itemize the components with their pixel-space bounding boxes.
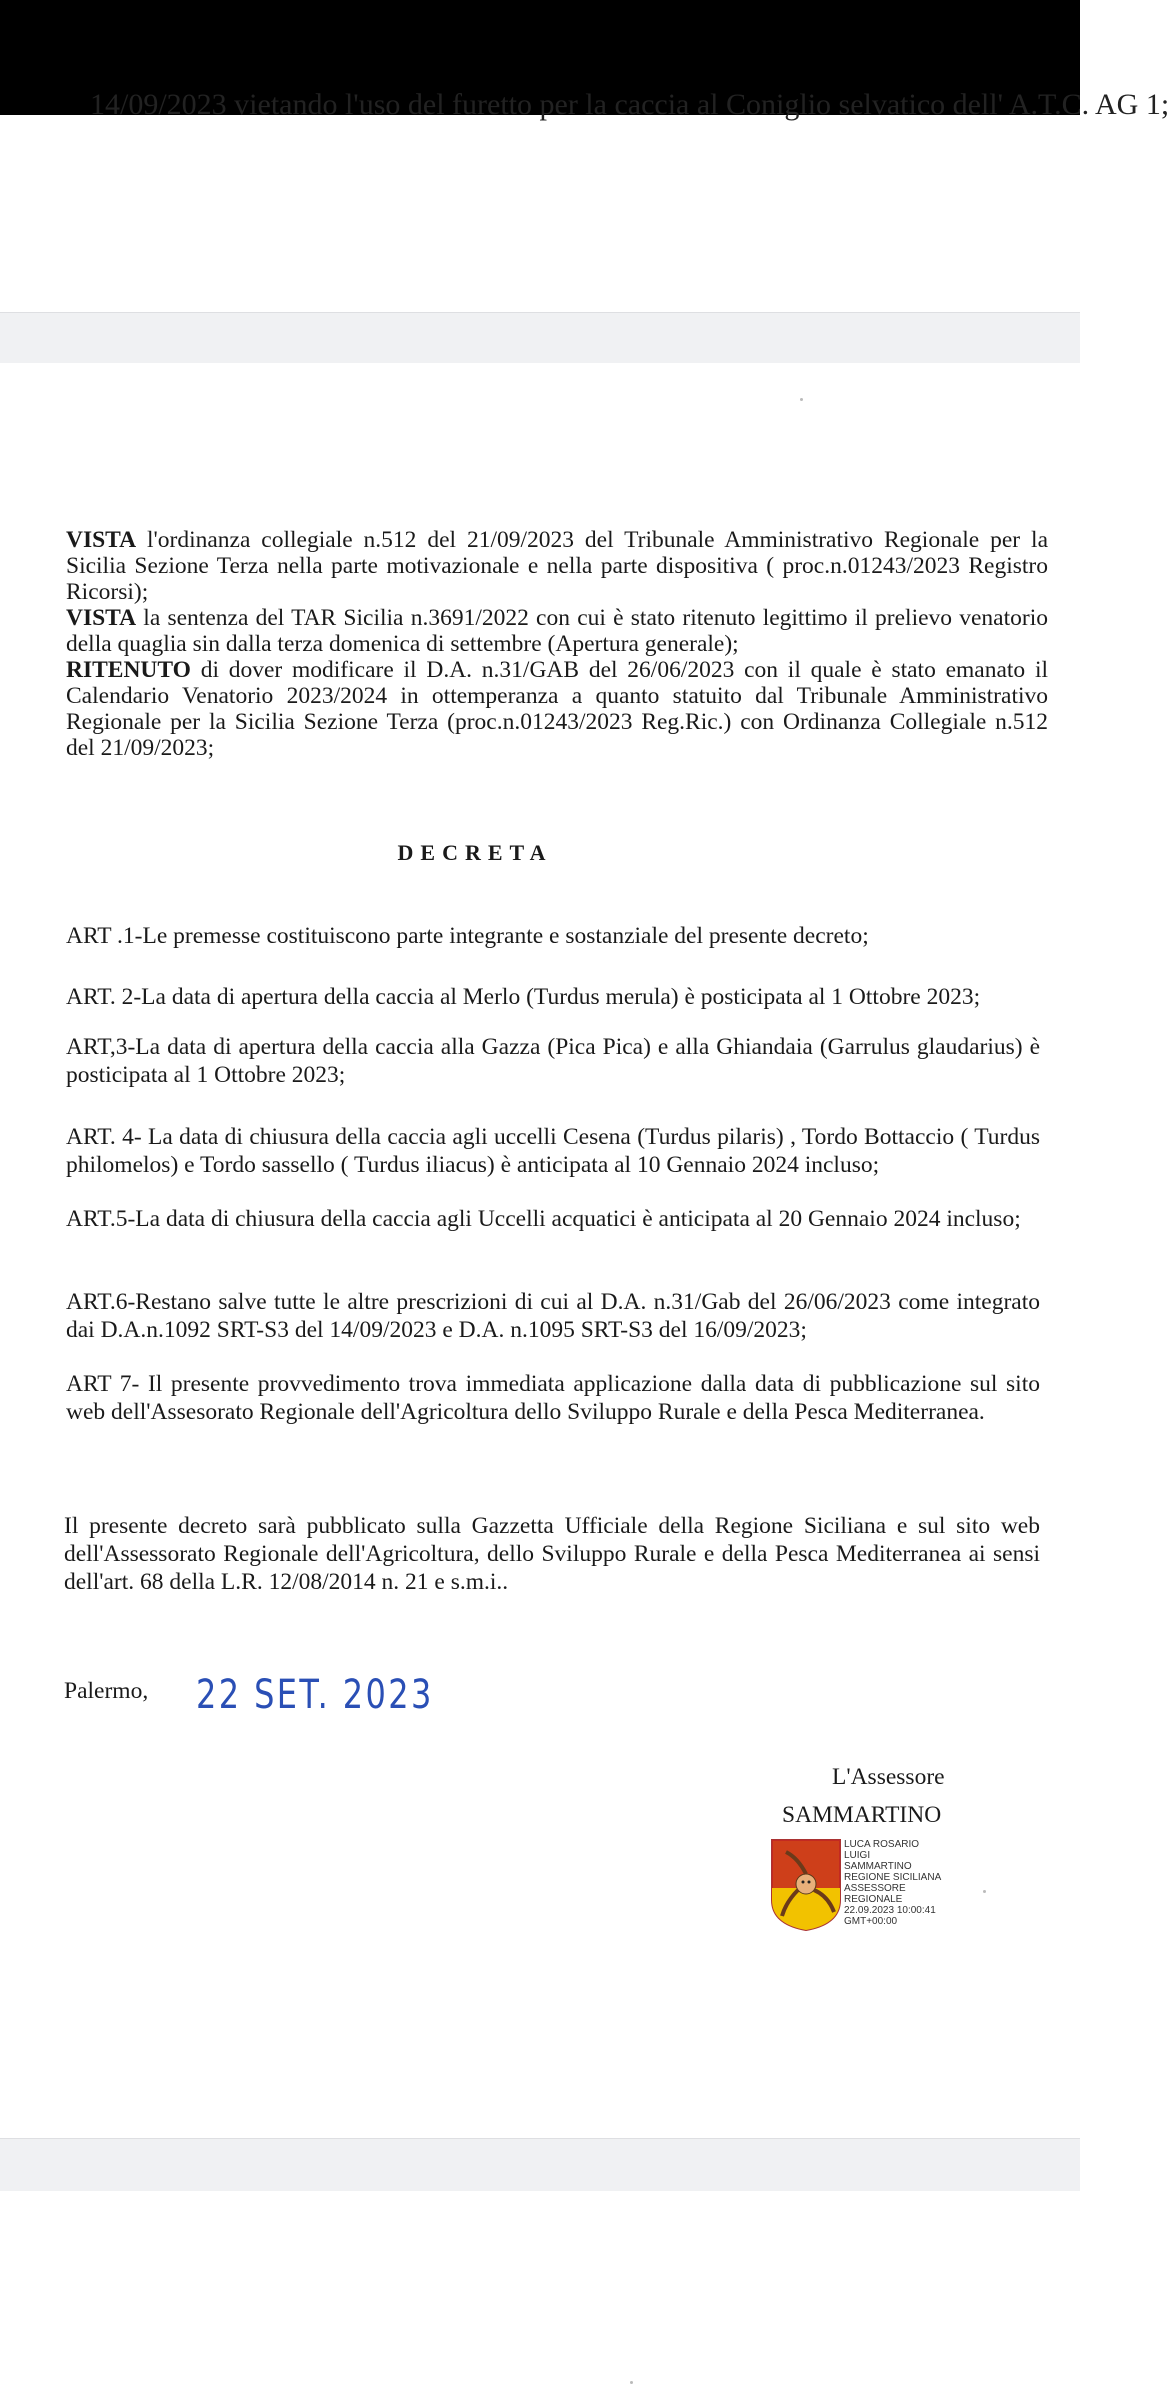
publication-paragraph: Il presente decreto sarà pubblicato sulla Gazzetta Ufficiale della Regione Siciliana e sul sito web dell'Assessorato Regionale dell'Agricoltura, dello Sviluppo Rurale e della Pesca Mediterranea ai sensi dell'art. 68 della L.R. 12/08/2014 n. 21 e s.m.i.. — [64, 1513, 1040, 1595]
digital-signature-block: LUCA ROSARIO LUIGI SAMMARTINO REGIONE SICILIANA ASSESSORE REGIONALE 22.09.2023 10:00:41 GMT+00:00 — [844, 1839, 942, 1927]
cut-off-text-line: 14/09/2023 vietando l'uso del furetto per la caccia al Coniglio selvatico dell' A.T.C. AG 1; — [90, 88, 1169, 121]
article-1: ART .1-Le premesse costituiscono parte integrante e sostanziale del presente decreto; — [66, 923, 869, 949]
decreta-heading: DECRETA — [397, 840, 553, 865]
vista-paragraph-1: VISTA l'ordinanza collegiale n.512 del 21/09/2023 del Tribunale Amministrativo Regionale per la Sicilia Sezione Terza nella parte motivazionale e nella parte dispositiva ( proc.n.01243/2023 Registro Ricorsi); — [66, 527, 1048, 605]
vista-paragraph-2: VISTA la sentenza del TAR Sicilia n.3691/2022 con cui è stato ritenuto legittimo il prelievo venatorio della quaglia sin dalla terza domenica di settembre (Apertura generale); — [66, 605, 1048, 657]
page-gap-bottom — [0, 2138, 1080, 2192]
article-3: ART,3-La data di apertura della caccia alla Gazza (Pica Pica) e alla Ghiandaia (Garrulus glaudarius) è posticipata al 1 Ottobre 2023; — [66, 1034, 1040, 1088]
article-7: ART 7- Il presente provvedimento trova immediata applicazione dalla data di pubblicazione sul sito web dell'Assesorato Regionale dell'Agricoltura dello Sviluppo Rurale e della Pesca Mediterranea. — [66, 1371, 1040, 1425]
place-label: Palermo, — [64, 1678, 149, 1704]
signer-title: L'Assessore — [832, 1764, 945, 1790]
trinacria-emblem-icon — [770, 1838, 842, 1932]
page-gap — [0, 312, 1080, 364]
ritenuto-label: RITENUTO — [66, 657, 191, 683]
article-5: ART.5-La data di chiusura della caccia agli Uccelli acquatici è anticipata al 20 Gennaio 2024 incluso; — [66, 1206, 1021, 1232]
article-2: ART. 2-La data di apertura della caccia al Merlo (Turdus merula) è posticipata al 1 Ottobre 2023; — [66, 984, 981, 1010]
preamble — [66, 527, 1048, 761]
next-page — [0, 2191, 1080, 2400]
previous-page-fragment — [0, 88, 1169, 312]
stamped-date: 22 SET. 2023 — [196, 1672, 434, 1718]
signer-name: SAMMARTINO — [782, 1802, 942, 1828]
vista-label: VISTA — [66, 527, 137, 553]
article-6: ART.6-Restano salve tutte le altre prescrizioni di cui al D.A. n.31/Gab del 26/06/2023 come integrato dai D.A.n.1092 SRT-S3 del 14/09/2023 e D.A. n.1095 SRT-S3 del 16/09/2023; — [66, 1289, 1040, 1343]
vista-label: VISTA — [66, 605, 137, 631]
article-4: ART. 4- La data di chiusura della caccia agli uccelli Cesena (Turdus pilaris) , Tordo Bottaccio ( Turdus philomelos) e Tordo sassello ( Turdus iliacus) è anticipata al 10 Gennaio 2024 incluso; — [66, 1124, 1040, 1178]
ritenuto-paragraph: RITENUTO di dover modificare il D.A. n.31/GAB del 26/06/2023 con il quale è stato emanato il Calendario Venatorio 2023/2024 in ottemperanza a quanto statuito dal Tribunale Amministrativo Regionale per la Sicilia Sezione Terza (proc.n.01243/2023 Reg.Ric.) con Ordinanza Collegiale n.512 del 21/09/2023; — [66, 657, 1048, 761]
